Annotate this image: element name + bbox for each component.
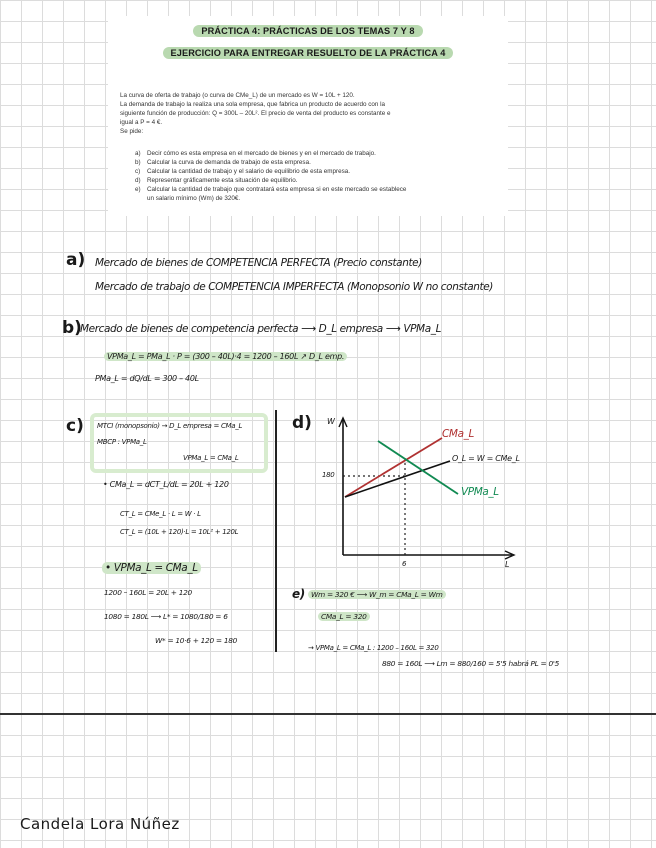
answer-b-line-3: PMa_L = dQ/dL = 300 – 40L xyxy=(95,374,199,383)
question-e: e) Calcular la cantidad de trabajo que contratará esta empresa si en este mercado se establece xyxy=(135,186,407,193)
answer-b-line-1: Mercado de bienes de competencia perfecta ⟶ D_L empresa ⟶ VPMa_L xyxy=(80,323,442,335)
answer-a-letter: a) xyxy=(66,250,86,270)
answer-c-ct-2: CT_L = (10L + 120)·L = 10L² + 120L xyxy=(120,528,239,536)
answer-d-letter: d) xyxy=(292,413,312,433)
answer-c-eq-2: 1080 = 180L ⟶ L* = 1080/180 = 6 xyxy=(104,612,228,621)
answer-c-box-line-3: VPMa_L = CMa_L xyxy=(183,454,239,462)
graph-cme-label: O_L = W = CMe_L xyxy=(452,454,520,463)
question-b: b) Calcular la curva de demanda de trabajo de esta empresa. xyxy=(135,159,311,166)
author-name: Candela Lora Núñez xyxy=(20,815,180,833)
graph-w-star-label: 180 xyxy=(322,471,335,479)
answer-a-line-2: Mercado de trabajo de COMPETENCIA IMPERFECTA (Monopsonio W no constante) xyxy=(95,281,493,293)
answer-b-line-2: VPMa_L = PMa_L · P = (300 – 40L)·4 = 1200 – 160L ↗ D_L emp. xyxy=(104,352,347,361)
answer-e-line-2: CMa_L = 320 xyxy=(318,612,370,621)
graph-vpm-label: VPMa_L xyxy=(461,486,499,498)
se-pide-label: Se pide: xyxy=(120,128,144,135)
statement-line-3: siguiente función de producción: Q = 300L – 20L². El precio de venta del producto es constante e xyxy=(120,110,391,117)
answer-c-vpm: • VPMa_L = CMa_L xyxy=(102,562,201,574)
answer-b-letter: b) xyxy=(62,318,82,338)
answer-c-eq-1: 1200 – 160L = 20L + 120 xyxy=(104,588,192,597)
answer-c-ct-1: CT_L = CMe_L · L = W · L xyxy=(120,510,201,518)
answer-c-cma: • CMa_L = dCT_L/dL = 20L + 120 xyxy=(103,480,229,489)
question-d: d) Representar gráficamente esta situación de equilibrio. xyxy=(135,177,298,184)
answer-e-line-4: 880 = 160L ⟶ Lm = 880/160 = 5'5 habrá PL = 0'5 xyxy=(382,659,560,668)
graph-cma-label: CMa_L xyxy=(442,428,474,440)
statement-line-1: La curva de oferta de trabajo (o curva de CMe_L) de un mercado es W = 10L + 120. xyxy=(120,92,355,99)
page-title: PRÁCTICA 4: PRÁCTICAS DE LOS TEMAS 7 Y 8 xyxy=(108,26,508,36)
statement-line-2: La demanda de trabajo la realiza una sola empresa, que fabrica un producto de acuerdo con la xyxy=(120,101,385,108)
graph-l-star-label: 6 xyxy=(402,560,407,568)
graph-curve-vpm xyxy=(378,441,458,494)
graph-y-label: W xyxy=(327,417,335,426)
footer-rule xyxy=(0,713,656,715)
statement-line-4: igual a P = 4 €. xyxy=(120,119,163,126)
answer-c-letter: c) xyxy=(66,416,84,436)
question-a: a) Decir cómo es esta empresa en el mercado de bienes y en el mercado de trabajo. xyxy=(135,150,376,157)
answer-c-eq-3: W* = 10·6 + 120 = 180 xyxy=(155,636,238,645)
answer-e-letter: e) xyxy=(292,587,305,601)
answer-e-line-3: → VPMa_L = CMa_L : 1200 – 160L = 320 xyxy=(308,644,439,652)
page-subtitle: EJERCICIO PARA ENTREGAR RESUELTO DE LA PRÁCTICA 4 xyxy=(108,48,508,58)
question-c: c) Calcular la cantidad de trabajo y el salario de equilibrio de esta empresa. xyxy=(135,168,351,175)
answer-c-box-line-2: MBCP : VPMa_L xyxy=(97,438,147,446)
graph-x-label: L xyxy=(505,560,510,569)
graph-curve-cma xyxy=(345,438,442,497)
answer-a-line-1: Mercado de bienes de COMPETENCIA PERFECTA (Precio constante) xyxy=(95,257,422,269)
question-e-line2: un salario mínimo (Wm) de 320€. xyxy=(147,195,241,202)
answer-e-line-1: Wm = 320 € ⟶ W_m = CMa_L = Wm xyxy=(308,590,446,599)
answer-c-box-line-1: MTCI (monopsonio) → D_L empresa = CMa_L xyxy=(97,422,243,430)
